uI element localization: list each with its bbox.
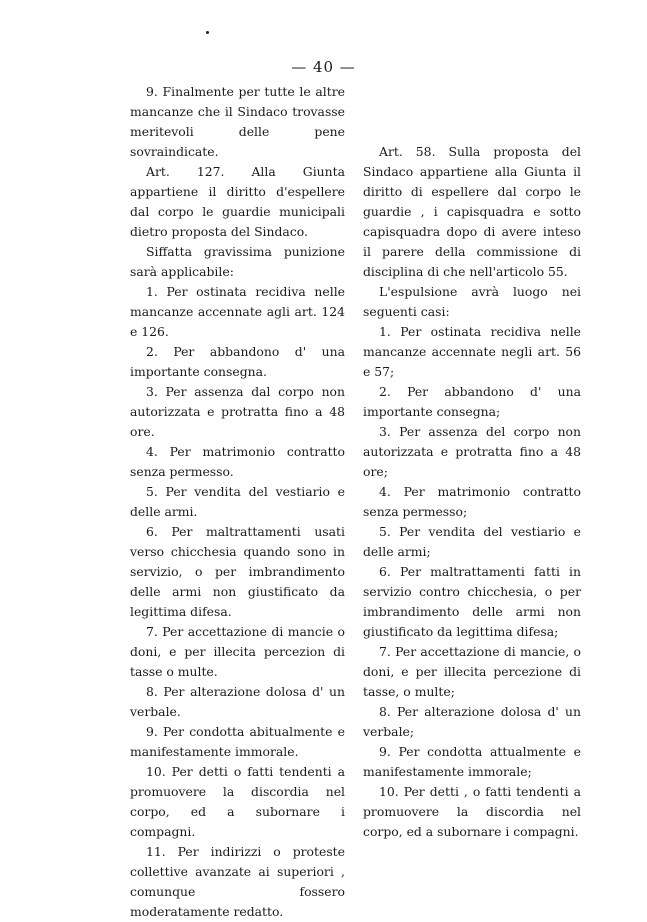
paragraph: 5. Per vendita del vestiario e delle armi. — [130, 484, 345, 519]
paragraph: 7. Per accettazione di mancie o doni, e per illecita percezion di tasse o multe. — [130, 624, 345, 679]
paragraph: 9. Per condotta abitualmente e manifestamente immorale. — [130, 724, 345, 759]
paragraph: 5. Per vendita del vestiario e delle armi; — [363, 524, 581, 559]
paragraph: 7. Per accettazione di mancie, o doni, e per illecita percezione di tasse, o multe; — [363, 644, 581, 699]
paragraph: 6. Per maltrattamenti fatti in servizio contro chicchesia, o per imbrandimento delle armi non giustificato da legittima difesa; — [363, 564, 581, 639]
paragraph: 2. Per abbandono d' una importante consegna; — [363, 384, 581, 419]
paragraph: 10. Per detti o fatti tendenti a promuovere la discordia nel corpo, ed a subornare i compagni. — [130, 764, 345, 839]
paragraph: 2. Per abbandono d' una importante consegna. — [130, 344, 345, 379]
paragraph: 4. Per matrimonio contratto senza permesso; — [363, 484, 581, 519]
ink-speck — [206, 31, 209, 34]
paragraph: 9. Per condotta attualmente e manifestamente immorale; — [363, 744, 581, 779]
paragraph: L'espulsione avrà luogo nei seguenti casi: — [363, 284, 581, 319]
paragraph: 9. Finalmente per tutte le altre mancanze che il Sindaco trovasse meritevoli delle pene sovraindicate. — [130, 84, 345, 159]
paragraph: Siffatta gravissima punizione sarà applicabile: — [130, 244, 345, 279]
paragraph: 4. Per matrimonio contratto senza permesso. — [130, 444, 345, 479]
paragraph: 1. Per ostinata recidiva nelle mancanze accennate negli art. 56 e 57; — [363, 324, 581, 379]
paragraph: 6. Per maltrattamenti usati verso chicchesia quando sono in servizio, o per imbrandimento delle armi non giustificato da legittima difesa. — [130, 524, 345, 619]
paragraph: 8. Per alterazione dolosa d' un verbale; — [363, 704, 581, 739]
paragraph: 1. Per ostinata recidiva nelle mancanze accennate agli art. 124 e 126. — [130, 284, 345, 339]
paragraph: 10. Per detti , o fatti tendenti a promuovere la discordia nel corpo, ed a subornare i compagni. — [363, 784, 581, 839]
paragraph: 11. Per indirizzi o proteste collettive avanzate ai superiori , comunque fossero moderatamente redatto. — [130, 844, 345, 919]
paragraph: Art. 127. Alla Giunta appartiene il diritto d'espellere dal corpo le guardie municipali dietro proposta del Sindaco. — [130, 164, 345, 239]
paragraph: 3. Per assenza del corpo non autorizzata e protratta fino a 48 ore; — [363, 424, 581, 479]
paragraph: 8. Per alterazione dolosa d' un verbale. — [130, 684, 345, 719]
paragraph: Art. 58. Sulla proposta del Sindaco appartiene alla Giunta il diritto di espellere dal corpo le guardie , i capisquadra e sotto capisquadra dopo di avere inteso il parere della commissione di disciplina di che nell'articolo 55. — [363, 144, 581, 279]
left-column — [130, 82, 345, 922]
page-number: — 40 — — [291, 58, 356, 76]
right-column — [363, 142, 581, 842]
paragraph: 3. Per assenza dal corpo non autorizzata e protratta fino a 48 ore. — [130, 384, 345, 439]
